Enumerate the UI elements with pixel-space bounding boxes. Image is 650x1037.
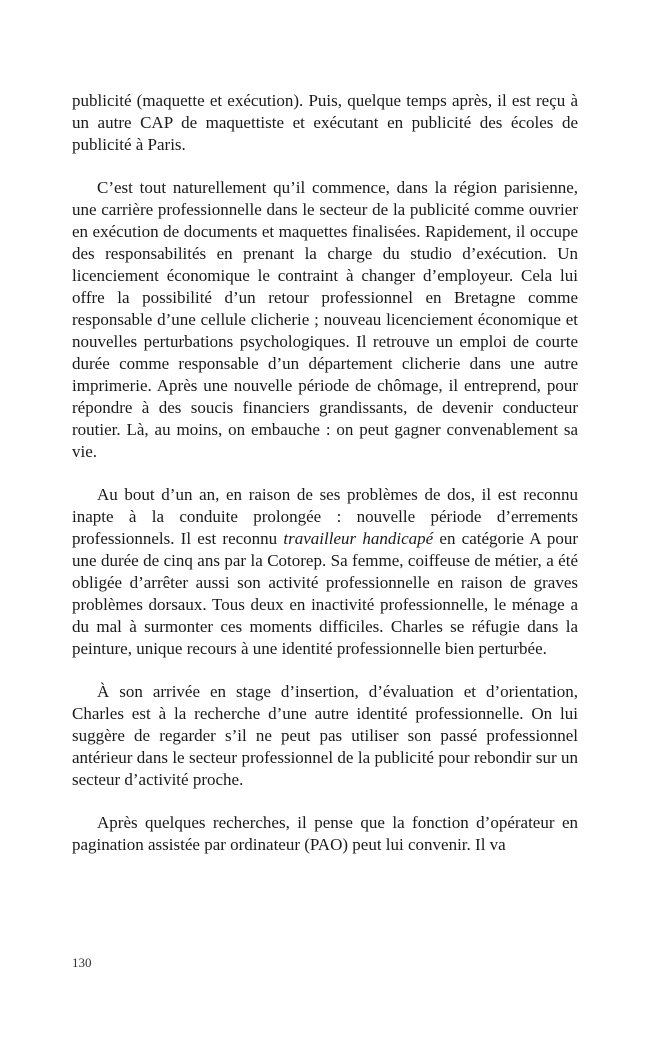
paragraph-1: publicité (maquette et exécution). Puis, quelque temps après, il est reçu à un autre CAP de maquettiste et exécutant en publicité des écoles de publicité à Paris.: [72, 91, 578, 154]
italic-term: travailleur handicapé: [283, 529, 434, 548]
paragraph-4: À son arrivée en stage d’insertion, d’évaluation et d’orientation, Charles est à la recherche d’une autre identité professionnelle. On lui suggère de regarder s’il ne peut pas utiliser son passé professionnel antérieur dans le secteur professionnel de la publicité pour rebondir sur un secteur d’activité proche.: [72, 682, 578, 789]
paragraph-3-end: en catégorie A pour une durée de cinq ans par la Cotorep. Sa femme, coiffeuse de métier, a été obligée d’arrêter aussi son activité professionnelle en raison de graves problèmes dorsaux. Tous deux en inactivité professionnelle, le ménage a du mal à surmonter ces moments difficiles. Charles se réfugie dans la peinture, unique recours à une identité professionnelle bien perturbée.: [72, 529, 578, 658]
page-number: 130: [72, 955, 92, 970]
paragraph-2: C’est tout naturellement qu’il commence, dans la région parisienne, une carrière professionnelle dans le secteur de la publicité comme ouvrier en exécution de documents et maquettes finalisées. Rapidement, il occupe des responsabilités en prenant la charge du studio d’exécution. Un licenciement économique le contraint à changer d’employeur. Cela lui offre la possibilité d’un retour professionnel en Bretagne comme responsable d’une cellule clicherie ; nouveau licenciement économique et nouvelles perturbations psychologiques. Il retrouve un emploi de courte durée comme responsable d’un département clicherie dans une autre imprimerie. Après une nouvelle période de chômage, il entreprend, pour répondre à des soucis financiers grandissants, de devenir conducteur routier. Là, au moins, on embauche : on peut gagner convenablement sa vie.: [72, 178, 578, 461]
paragraph-5: Après quelques recherches, il pense que la fonction d’opérateur en pagination assistée par ordinateur (PAO) peut lui convenir. Il va: [72, 813, 578, 854]
paragraph-3-start: Au bout d’un an, en raison de ses problèmes de dos, il est reconnu inapte à la conduite prolongée : nouvelle période d’errements professionnels. Il est reconnu: [72, 485, 578, 548]
page-body: [72, 90, 578, 877]
paragraph-3: [72, 484, 578, 660]
